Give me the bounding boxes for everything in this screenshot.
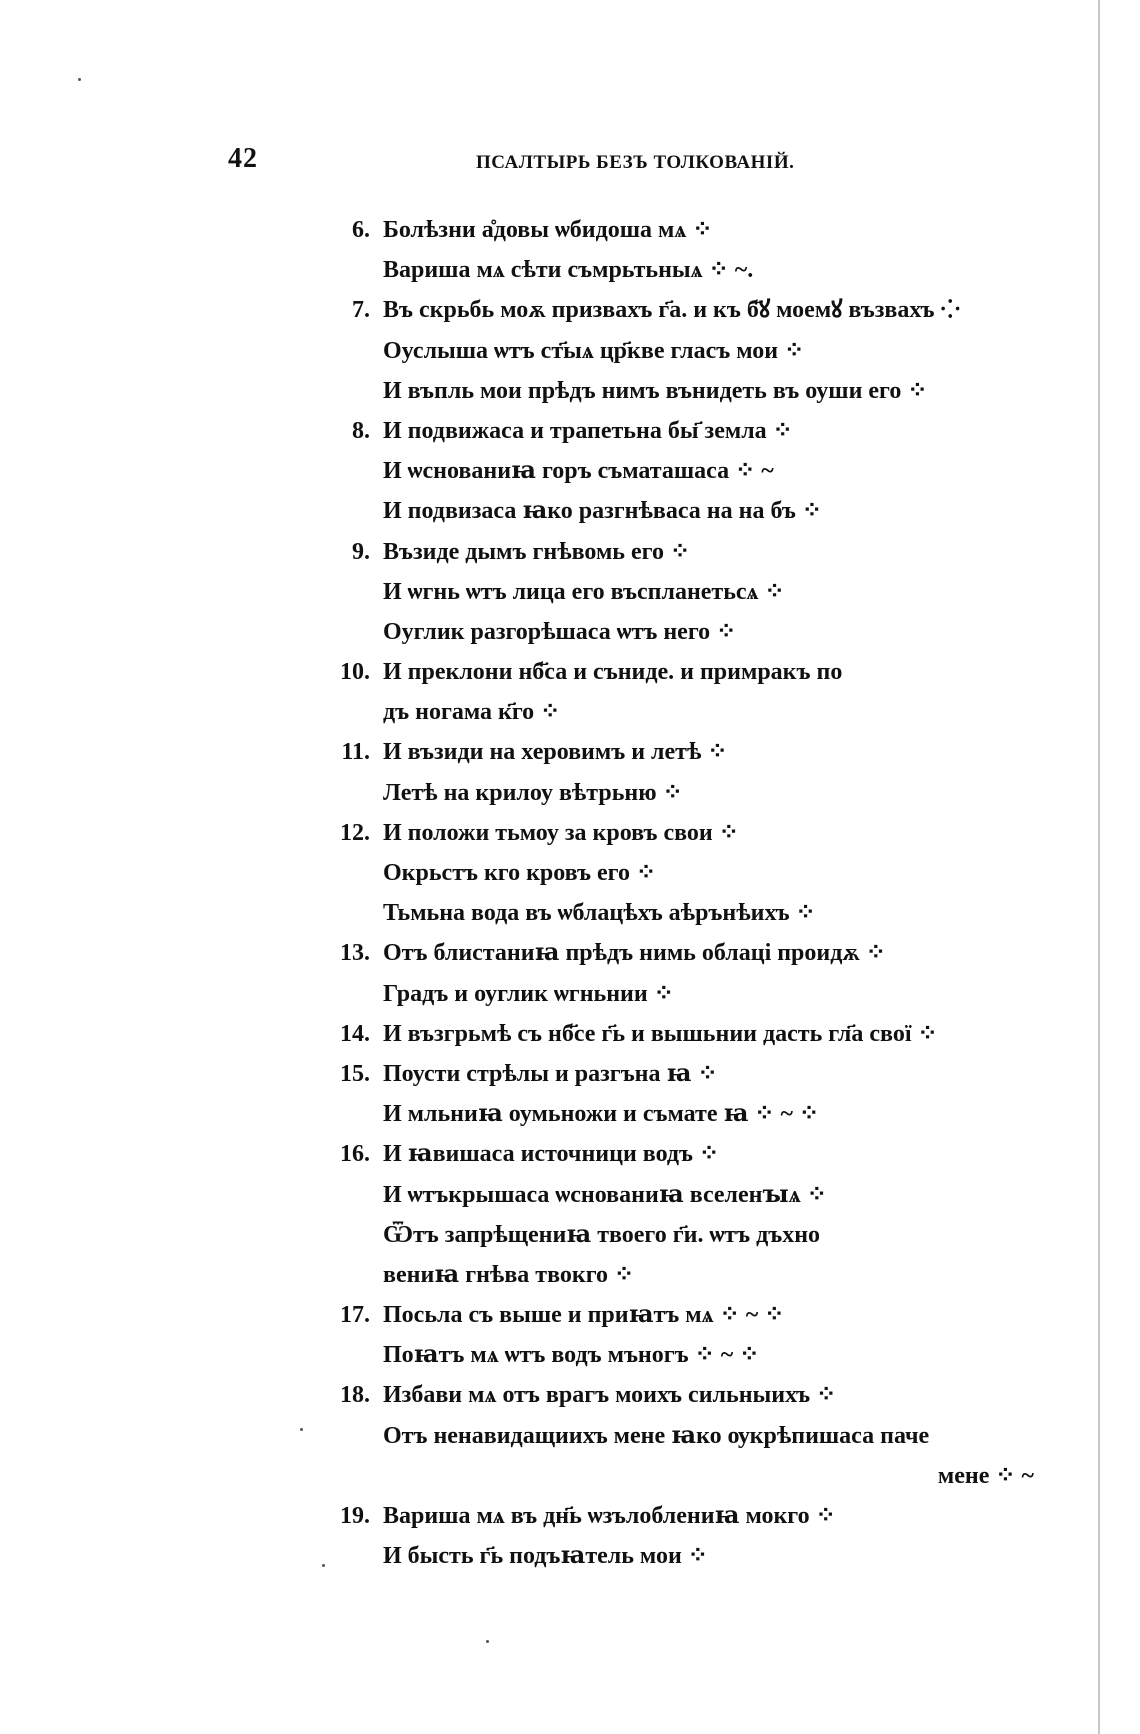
verse-text: Летѣ на крилоу вѣтрьню ⁘: [383, 779, 683, 806]
verse-text: И преклони нб҃са и съниде. и примракъ по: [383, 659, 843, 686]
verse-text: Градъ и оуглик ѡгньнии ⁘: [383, 980, 674, 1007]
verse-text: Поусти стрѣлы и разгъна ꙗ ⁘: [383, 1060, 718, 1087]
verse-number: 19.: [340, 1503, 370, 1529]
verse-text: Вариша мѧ въ дн҃ь ѡзълоблениꙗ мокго ⁘: [383, 1503, 836, 1529]
verse-text: Ѿтъ запрѣщениꙗ твоего г҃и. ѡтъ дъхно: [383, 1221, 821, 1248]
verse-number: 7.: [352, 297, 370, 324]
verse-line: [310, 1054, 1070, 1094]
verse-text: Оуслыша ѡтъ ст҃ыѧ цр҃кве гласъ мои ⁘: [383, 337, 805, 364]
verse-line: [310, 1094, 1070, 1134]
verse-number: 16.: [340, 1141, 370, 1168]
verse-line: [310, 290, 1070, 330]
verse-text: вениꙗ гнѣва твокго ⁘: [383, 1261, 635, 1288]
verse-number: 14.: [340, 1020, 370, 1047]
verse-text: Въ скрьбь моѫ призвахъ г҃а. и къ б҃ꙋ моемꙋ възвахъ ⁘: [383, 297, 961, 324]
verse-number: 18.: [340, 1382, 370, 1409]
verse-text: И мльниꙗ оумьножи и съмате ꙗ ⁘ ~ ⁘: [383, 1101, 820, 1128]
page-number: 42: [228, 143, 258, 174]
verse-line: [310, 532, 1070, 572]
verse-line: [310, 933, 1070, 973]
verse-text: И бысть г҃ь подъꙗтель мои ⁘: [383, 1543, 708, 1570]
verse-line: [310, 853, 1070, 893]
verse-line: [310, 692, 1070, 732]
verse-line: [310, 1134, 1070, 1174]
verse-text: И подвижаса и трапетьна бы҃ земла ⁘: [383, 417, 793, 444]
verse-number: 17.: [340, 1302, 370, 1329]
page-edge-line: [1098, 0, 1100, 1734]
print-speck: [486, 1640, 489, 1643]
verse-text: Поꙗтъ мѧ ѡтъ водъ мъногъ ⁘ ~ ⁘: [383, 1342, 760, 1369]
verse-number: 6.: [352, 217, 370, 243]
verse-text: И положи тьмоу за кровъ свои ⁘: [383, 819, 739, 846]
verse-line: [310, 411, 1070, 451]
verse-line: [310, 1536, 1070, 1576]
verse-line: [310, 491, 1070, 531]
running-head: ПСАЛТЫРЬ БЕЗЪ ТОЛКОВАНІЙ.: [476, 152, 795, 173]
verse-line: [310, 612, 1070, 652]
print-speck: [78, 78, 81, 81]
verse-text: Болѣзни а̊довы ѡбидоша мѧ ⁘: [383, 217, 713, 243]
verse-text: Оуглик разгорѣшаса ѡтъ него ⁘: [383, 618, 737, 645]
verse-line: [310, 1375, 1070, 1415]
verse-text: Отъ блистаниꙗ прѣдъ нимь облаці проидѫ ⁘: [383, 940, 886, 967]
verse-line: [310, 974, 1070, 1014]
verse-text: И възгрьмѣ съ нб҃се г҃ь и вышьнии дасть гл҃а свої ⁘: [383, 1020, 938, 1047]
verse-text: И ѡгнь ѡтъ лица его въспланетьсѧ ⁘: [383, 578, 785, 605]
verse-text: Окрьстъ кго кровъ его ⁘: [383, 860, 657, 886]
verse-line: [310, 813, 1070, 853]
verse-line: [310, 210, 1070, 250]
verse-number: 13.: [340, 940, 370, 967]
verse-text: Вариша мѧ сѣти съмрьтьныѧ ⁘ ~.: [383, 257, 754, 284]
print-speck: [300, 1428, 303, 1431]
verse-line: [310, 1295, 1070, 1335]
verse-line: [310, 1014, 1070, 1054]
verse-line: [310, 1496, 1070, 1536]
verse-number: 10.: [340, 659, 370, 686]
verse-line: [310, 1255, 1070, 1295]
verse-line: [310, 1456, 1070, 1496]
verse-text: дъ ногама к҃го ⁘: [383, 699, 561, 726]
verse-text: Избави мѧ отъ врагъ моихъ сильныихъ ⁘: [383, 1382, 837, 1409]
verse-text: мене ⁘ ~: [937, 1462, 1034, 1489]
verse-text: Тьмьна вода въ ѡблацѣхъ аѣрънѣихъ ⁘: [383, 900, 816, 927]
verse-text: И възиди на херовимъ и летѣ ⁘: [383, 739, 728, 766]
verse-line: [310, 1335, 1070, 1375]
verse-line: [310, 732, 1070, 772]
verse-line: [310, 1175, 1070, 1215]
verse-text: Посьла съ выше и приꙗтъ мѧ ⁘ ~ ⁘: [383, 1302, 785, 1329]
verse-line: [310, 572, 1070, 612]
verse-number: 9.: [352, 538, 370, 565]
verse-text: И ꙗвишаса источници водъ ⁘: [383, 1141, 720, 1168]
verse-text: И ѡснованиꙗ горъ съматашаса ⁘ ~: [383, 458, 774, 485]
verse-text: Възиде дымъ гнѣвомь его ⁘: [383, 538, 691, 565]
verse-line: [310, 451, 1070, 491]
verse-line: [310, 1416, 1070, 1456]
psalm-verses: [310, 210, 1070, 1576]
verse-number: 11.: [341, 739, 370, 766]
verse-text: Отъ ненавидащиихъ мене ꙗко ѹкрѣпишаса паче: [383, 1422, 930, 1449]
verse-line: [310, 773, 1070, 813]
verse-text: И въпль мои прѣдъ нимъ вънидеть въ оуши его ⁘: [383, 377, 928, 404]
verse-number: 8.: [352, 417, 370, 444]
verse-number: 15.: [340, 1060, 370, 1087]
verse-line: [310, 1215, 1070, 1255]
verse-number: 12.: [340, 819, 370, 846]
verse-text: И подвизаса ꙗко разгнѣваса на на бъ ⁘: [383, 498, 822, 525]
verse-text: И ѡтъкрышаса ѡснованиꙗ вселенꙑѧ ⁘: [383, 1181, 827, 1208]
verse-line: [310, 331, 1070, 371]
verse-line: [310, 371, 1070, 411]
verse-line: [310, 652, 1070, 692]
verse-line: [310, 250, 1070, 290]
verse-line: [310, 893, 1070, 933]
print-speck: [322, 1564, 325, 1567]
